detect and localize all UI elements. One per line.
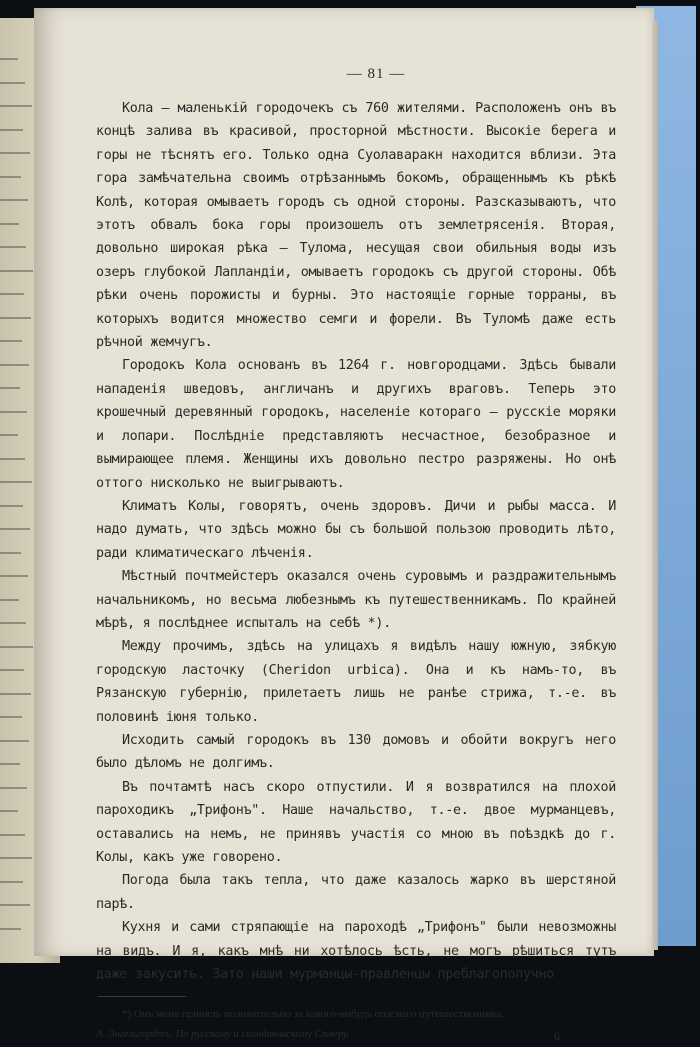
facing-page-text-line [0, 246, 26, 248]
facing-page-text-line [0, 270, 33, 272]
facing-page-text-line [0, 364, 29, 366]
signature-line [96, 1029, 616, 1047]
facing-page-text-line [0, 716, 22, 718]
page-edge [652, 20, 658, 950]
facing-page-text-line [0, 411, 27, 413]
facing-page-text-line [0, 434, 18, 436]
facing-page-text-line [0, 105, 32, 107]
paragraph: Въ почтамтѣ насъ скоро отпустили. И я возвратился на плохой пароходикъ „Трифонъ". Наше начальство, т.-е. двое мурманцевъ, оставались на немъ, не принявъ участія со мною въ поѣздкѣ до г. Колы, какъ уже говорено. [96, 779, 616, 865]
paragraph: Погода была такъ тепла, что даже казалось жарко въ шерстяной парѣ. [96, 873, 616, 912]
paragraph: Исходить самый городокъ въ 130 домовъ и обойти вокругъ него было дѣломъ не долгимъ. [96, 732, 616, 772]
page-content [96, 66, 616, 1047]
signature-mark: 6 [554, 1029, 560, 1044]
facing-page-text-line [0, 881, 23, 883]
facing-page-text-line [0, 317, 31, 319]
facing-page-text-line [0, 340, 22, 342]
footnote: *) Онъ меня принялъ положительно за какого-нибудь опаснаго путешественника. [122, 1008, 504, 1021]
facing-page-text-line [0, 575, 28, 577]
facing-page-text-line [0, 552, 21, 554]
facing-page-text-line [0, 834, 25, 836]
page-number: — 81 — [346, 66, 406, 82]
book-signature: А. Энгельгардтъ. По русскому и скандинавскому Сѣверу. [96, 1029, 350, 1041]
facing-page-text-line [0, 528, 30, 530]
facing-page-text-line [0, 810, 18, 812]
facing-page-text-line [0, 58, 18, 60]
facing-page-text-line [0, 928, 21, 930]
facing-page-text-line [0, 904, 30, 906]
facing-page-text-line [0, 646, 33, 648]
facing-page-text-line [0, 223, 19, 225]
paragraph: Городокъ Кола основанъ въ 1264 г. новгородцами. Здѣсь бывали нападенія шведовъ, англичанъ и другихъ враговъ. Теперь это крошечный деревянный городокъ, населеніе котораго — русскіе моряки и лопари. Послѣдніе представляютъ несчастное, безобразное и вымирающее племя. Женщины ихъ довольно пестро разряжены. Но онѣ оттого нисколько не выигрываютъ. [96, 358, 616, 491]
facing-page-text-line [0, 481, 32, 483]
facing-page-text-line [0, 599, 19, 601]
facing-page-text-line [0, 387, 20, 389]
facing-page-text-line [0, 505, 23, 507]
facing-page-text-line [0, 693, 31, 695]
facing-page-text-line [0, 199, 28, 201]
facing-page-text-line [0, 293, 24, 295]
facing-page-text-line [0, 176, 21, 178]
facing-page-text-line [0, 740, 29, 742]
facing-page-text-line [0, 152, 30, 154]
paragraph: Климатъ Колы, говорятъ, очень здоровъ. Дичи и рыбы масса. И надо думать, что здѣсь можно бы съ большой пользою проводить лѣто, ради климатическаго лѣченія. [96, 498, 616, 561]
facing-page-text-line [0, 763, 20, 765]
facing-page-text-line [0, 669, 24, 671]
facing-page-text-line [0, 622, 26, 624]
paragraph: Между прочимъ, здѣсь на улицахъ я видѣлъ нашу южную, зябкую городскую ласточку (Cheridon urbica). Она и къ намъ-то, въ Рязанскую губернію, прилетаетъ лишь не ранѣе стрижа, т.-е. въ половинѣ іюня только. [96, 639, 616, 725]
facing-page-text-line [0, 787, 27, 789]
footnote-divider [98, 996, 186, 997]
facing-page-text-line [0, 857, 32, 859]
book-page [34, 8, 654, 1044]
facing-page-text-line [0, 458, 25, 460]
paragraph: Кухня и сами стряпающіе на пароходѣ „Трифонъ" были невозможны на видъ. И я, какъ мнѣ ни хотѣлось ѣсть, не могъ рѣшиться тутъ даже закусить. Зато наши мурманцы-правленцы преблагополучно [96, 920, 616, 983]
paragraph: Мѣстный почтмейстеръ оказался очень суровымъ и раздражительнымъ начальникомъ, но весьма любезнымъ къ путешественникамъ. По крайней мѣрѣ, я послѣднее испыталъ на себѣ *). [96, 569, 616, 631]
facing-page-text-line [0, 82, 25, 84]
facing-page-text-line [0, 129, 23, 131]
paragraph: Кола — маленькій городочекъ съ 760 жителями. Расположенъ онъ въ концѣ залива въ красивой, просторной мѣстности. Высокіе берега и горы не тѣснятъ его. Только одна Суолаваракн находится вблизи. Эта гора замѣчательна своимъ отрѣзаннымъ бокомъ, обращеннымъ къ рѣкѣ Колѣ, которая омываетъ городъ съ одной стороны. Разсказываютъ, что этотъ обвалъ бока горы произошелъ отъ землетрясенія. Вторая, довольно широкая рѣка — Тулома, несущая свои обильныя воды изъ озеръ глубокой Лапландіи, омываетъ городокъ съ другой стороны. Обѣ рѣки очень порожисты и бурны. Это настоящіе горные торраны, въ которыхъ водится множество семги и форели. Въ Туломѣ даже есть рѣчной жемчугъ. [96, 101, 616, 351]
